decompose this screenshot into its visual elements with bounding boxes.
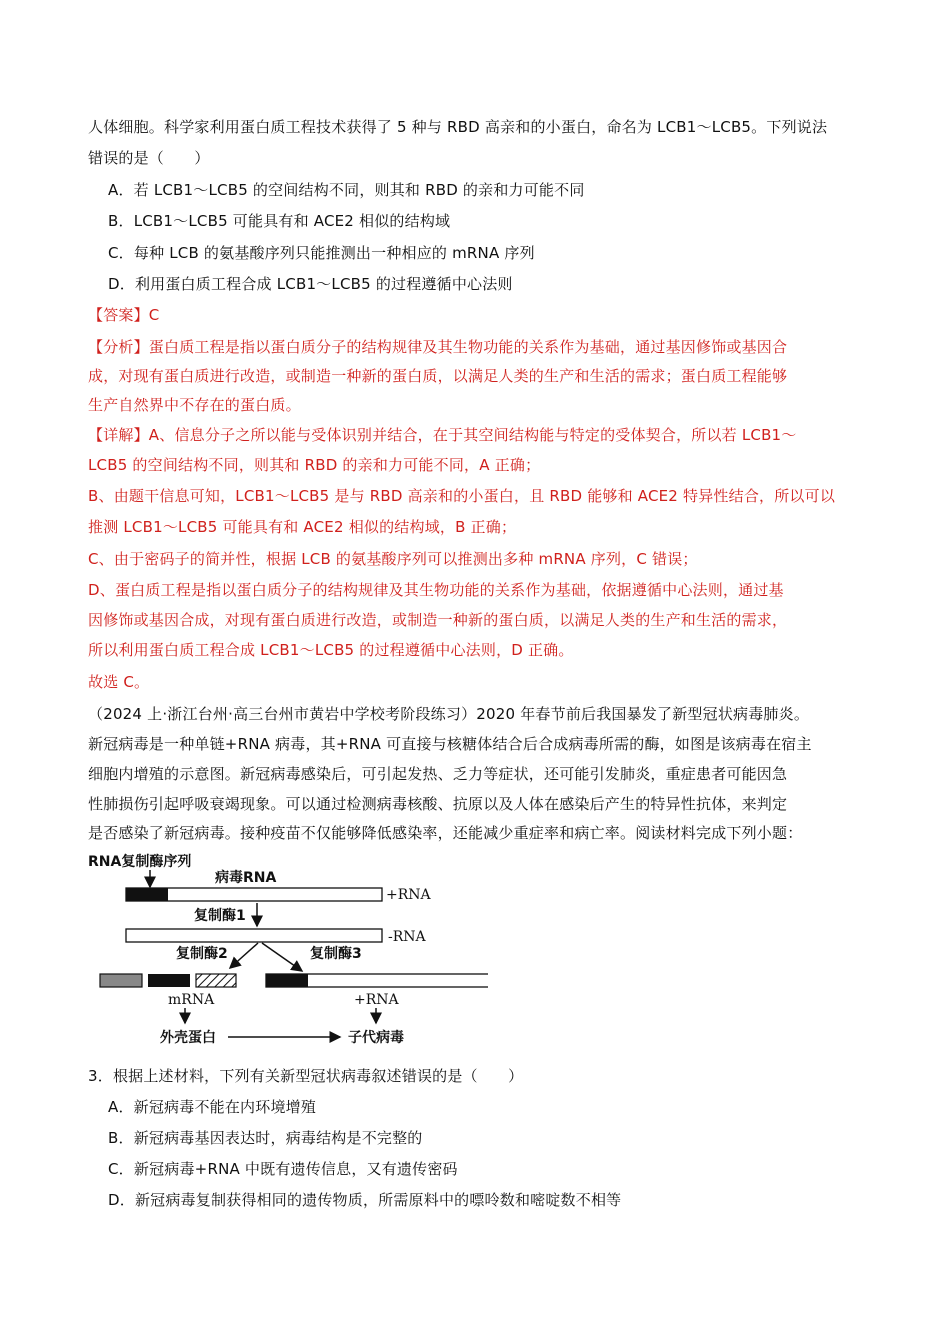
material-line-1: （2024 上·浙江台州·高三台州市黄岩中学校考阶段练习）2020 年春节前后我国暴发了新型冠状病毒肺炎。 <box>88 705 810 723</box>
material-line-5: 是否感染了新冠病毒。接种疫苗不仅能够降低感染率，还能减少重症率和病亡率。阅读材料完成下列小题： <box>88 824 803 842</box>
replicase2-arrow <box>230 943 258 968</box>
black-mrna-segment <box>148 974 190 987</box>
material-line-4: 性肺损伤引起呼吸衰竭现象。可以通过检测病毒核酸、抗原以及人体在感染后产生的特异性抗体，来判定 <box>88 795 788 813</box>
q1-analysis-line-1: 【分析】蛋白质工程是指以蛋白质分子的结构规律及其生物功能的关系作为基础，通过基因修饰或基因合 <box>88 338 788 356</box>
q1-stem-line-1: 人体细胞。科学家利用蛋白质工程技术获得了 5 种与 RBD 高亲和的小蛋白，命名为 LCB1～LCB5。下列说法 <box>88 118 828 136</box>
q3-option-c: C．新冠病毒+RNA 中既有遗传信息，又有遗传密码 <box>108 1160 458 1178</box>
q1-analysis-line-3: 生产自然界中不存在的蛋白质。 <box>88 396 301 414</box>
plus-rna-bottom-label: +RNA <box>354 992 399 1008</box>
q1-detail-line-2: LCB5 的空间结构不同，则其和 RBD 的亲和力可能不同，A 正确； <box>88 456 541 474</box>
material-line-3: 细胞内增殖的示意图。新冠病毒感染后，可引起发热、乏力等症状，还可能引发肺炎，重症患者可能因急 <box>88 765 788 783</box>
material-line-2: 新冠病毒是一种单链+RNA 病毒，其+RNA 可直接与核糖体结合后合成病毒所需的酶，如图是该病毒在宿主 <box>88 735 812 753</box>
progeny-replicase-segment <box>266 974 308 987</box>
q1-option-a: A．若 LCB1～LCB5 的空间结构不同，则其和 RBD 的亲和力可能不同 <box>108 181 585 199</box>
capsid-protein-label: 外壳蛋白 <box>160 1030 216 1046</box>
hatched-rna-segment <box>196 974 236 987</box>
q1-detail-line-1: 【详解】A、信息分子之所以能与受体识别并结合，在于其空间结构能与特定的受体契合，所以若 LCB1～ <box>88 426 797 444</box>
q1-detail-line-5: C、由于密码子的简并性，根据 LCB 的氨基酸序列可以推测出多种 mRNA 序列，C 错误； <box>88 550 698 568</box>
q3-option-b: B．新冠病毒基因表达时，病毒结构是不完整的 <box>108 1129 423 1147</box>
q1-conclusion: 故选 C。 <box>88 673 150 691</box>
q1-detail-line-8: 所以利用蛋白质工程合成 LCB1～LCB5 的过程遵循中心法则，D 正确。 <box>88 641 574 659</box>
replicase3-label: 复制酶3 <box>310 946 362 962</box>
q3-option-a: A．新冠病毒不能在内环境增殖 <box>108 1098 317 1116</box>
q1-option-d: D．利用蛋白质工程合成 LCB1～LCB5 的过程遵循中心法则 <box>108 275 513 293</box>
q1-stem-line-2: 错误的是（ ） <box>88 149 210 167</box>
gray-rna-segment <box>100 974 142 987</box>
progeny-virus-label: 子代病毒 <box>348 1030 404 1046</box>
q3-option-d: D．新冠病毒复制获得相同的遗传物质，所需原料中的嘌呤数和嘧啶数不相等 <box>108 1191 622 1209</box>
q1-detail-line-3: B、由题干信息可知，LCB1～LCB5 是与 RBD 高亲和的小蛋白，且 RBD 能够和 ACE2 特异性结合，所以可以 <box>88 487 836 505</box>
viral-rna-label: 病毒RNA <box>215 870 277 886</box>
virus-replication-diagram <box>88 850 488 1050</box>
mrna-label: mRNA <box>168 992 215 1008</box>
minus-rna-strand <box>126 929 382 942</box>
replicase3-arrow <box>262 943 302 971</box>
q1-option-b: B．LCB1～LCB5 可能具有和 ACE2 相似的结构域 <box>108 212 451 230</box>
replicase2-label: 复制酶2 <box>176 946 228 962</box>
q3-stem: 3．根据上述材料，下列有关新型冠状病毒叙述错误的是（ ） <box>88 1067 524 1085</box>
q1-analysis-line-2: 成，对现有蛋白质进行改造，或制造一种新的蛋白质，以满足人类的生产和生活的需求；蛋白质工程能够 <box>88 367 788 385</box>
q1-detail-line-4: 推测 LCB1～LCB5 可能具有和 ACE2 相似的结构域，B 正确； <box>88 518 517 536</box>
q1-answer: 【答案】C <box>88 306 160 324</box>
q1-detail-line-7: 因修饰或基因合成，对现有蛋白质进行改造，或制造一种新的蛋白质，以满足人类的生产和生活的需求， <box>88 611 788 629</box>
minus-rna-label: -RNA <box>388 929 426 945</box>
q1-option-c: C．每种 LCB 的氨基酸序列只能推测出一种相应的 mRNA 序列 <box>108 244 535 262</box>
rna-replicase-seq-label: RNA复制酶序列 <box>88 854 192 870</box>
replicase1-label: 复制酶1 <box>194 908 246 924</box>
q1-detail-line-6: D、蛋白质工程是指以蛋白质分子的结构规律及其生物功能的关系作为基础，依据遵循中心法则，通过基 <box>88 581 784 599</box>
plus-rna-label: +RNA <box>386 887 431 903</box>
replicase-gene-segment <box>126 888 168 901</box>
